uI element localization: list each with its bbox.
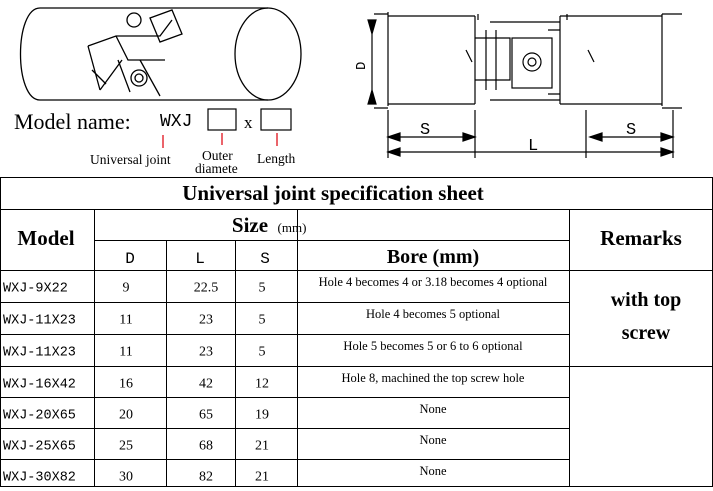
cell-d: 25 [119, 438, 133, 454]
cell-l: 68 [199, 438, 213, 454]
cell-bore: Hole 8, machined the top screw hole [341, 371, 525, 385]
cell-l: 23 [199, 312, 213, 328]
cell-model: WXJ-25X65 [3, 439, 76, 455]
header-model: Model [17, 226, 75, 250]
table-title: Universal joint specification sheet [182, 181, 484, 205]
cell-s: 21 [255, 469, 269, 485]
cell-d: 16 [119, 376, 133, 392]
cell-s: 19 [255, 407, 269, 423]
outer-diameter-box [208, 109, 236, 130]
header-l: L [195, 250, 205, 268]
cell-s: 21 [255, 438, 269, 454]
length-label: Length [257, 151, 296, 166]
universal-joint-label: Universal joint [90, 152, 171, 167]
cell-model: WXJ-20X65 [3, 408, 76, 424]
header-size-unit: (mm) [277, 220, 307, 235]
dimension-l: L [528, 137, 539, 156]
length-box [261, 109, 291, 130]
cell-l: 22.5 [193, 280, 219, 296]
cell-model: WXJ-11X23 [3, 345, 76, 361]
header-s: S [260, 250, 270, 268]
cell-l: 42 [199, 376, 213, 392]
table-body [3, 275, 548, 486]
cell-model: WXJ-9X22 [3, 281, 68, 297]
spec-table-grid [0, 178, 713, 488]
cell-bore: None [419, 433, 447, 447]
cell-s: 5 [258, 344, 266, 360]
cell-s: 5 [258, 280, 266, 296]
joint-perspective-drawing [21, 8, 302, 100]
cell-d: 30 [119, 469, 133, 485]
table-row [3, 275, 548, 297]
cell-d: 11 [119, 344, 133, 360]
model-prefix: WXJ [160, 112, 193, 132]
cell-bore: None [419, 402, 447, 416]
separator-x: x [244, 113, 253, 132]
table-row [3, 339, 523, 361]
table-row [3, 307, 501, 329]
cell-model: WXJ-30X82 [3, 470, 76, 486]
remarks-value-line1: with top [610, 289, 682, 311]
cell-d: 20 [119, 407, 133, 423]
cell-d: 9 [122, 280, 130, 296]
cell-bore: None [419, 464, 447, 478]
cell-s: 5 [258, 312, 266, 328]
cell-bore: Hole 5 becomes 5 or 6 to 6 optional [343, 339, 523, 353]
dimension-s-left: S [420, 121, 431, 140]
table-row [3, 402, 447, 424]
remarks-value-line2: screw [621, 322, 671, 344]
model-name-label: Model name: [14, 109, 131, 134]
cell-s: 12 [255, 376, 269, 392]
table-row [3, 371, 525, 393]
dimension-s-right: S [626, 121, 637, 140]
table-row [3, 464, 447, 486]
outer-label-line1: Outer [202, 148, 233, 163]
cell-l: 23 [199, 344, 213, 360]
cell-model: WXJ-11X23 [3, 313, 76, 329]
cell-l: 65 [199, 407, 213, 423]
cell-bore: Hole 4 becomes 5 optional [366, 307, 500, 321]
cell-l: 82 [199, 469, 213, 485]
header-bore: Bore (mm) [386, 246, 480, 268]
header-remarks: Remarks [600, 226, 682, 250]
table-row [3, 433, 447, 455]
dimension-d: D [354, 61, 370, 70]
cell-model: WXJ-16X42 [3, 377, 76, 393]
outer-label-line2: diamete [195, 161, 238, 176]
cell-bore: Hole 4 becomes 4 or 3.18 becomes 4 optional [318, 275, 548, 289]
cell-d: 11 [119, 312, 133, 328]
header-d: D [125, 250, 135, 268]
header-size: Size [231, 213, 269, 237]
